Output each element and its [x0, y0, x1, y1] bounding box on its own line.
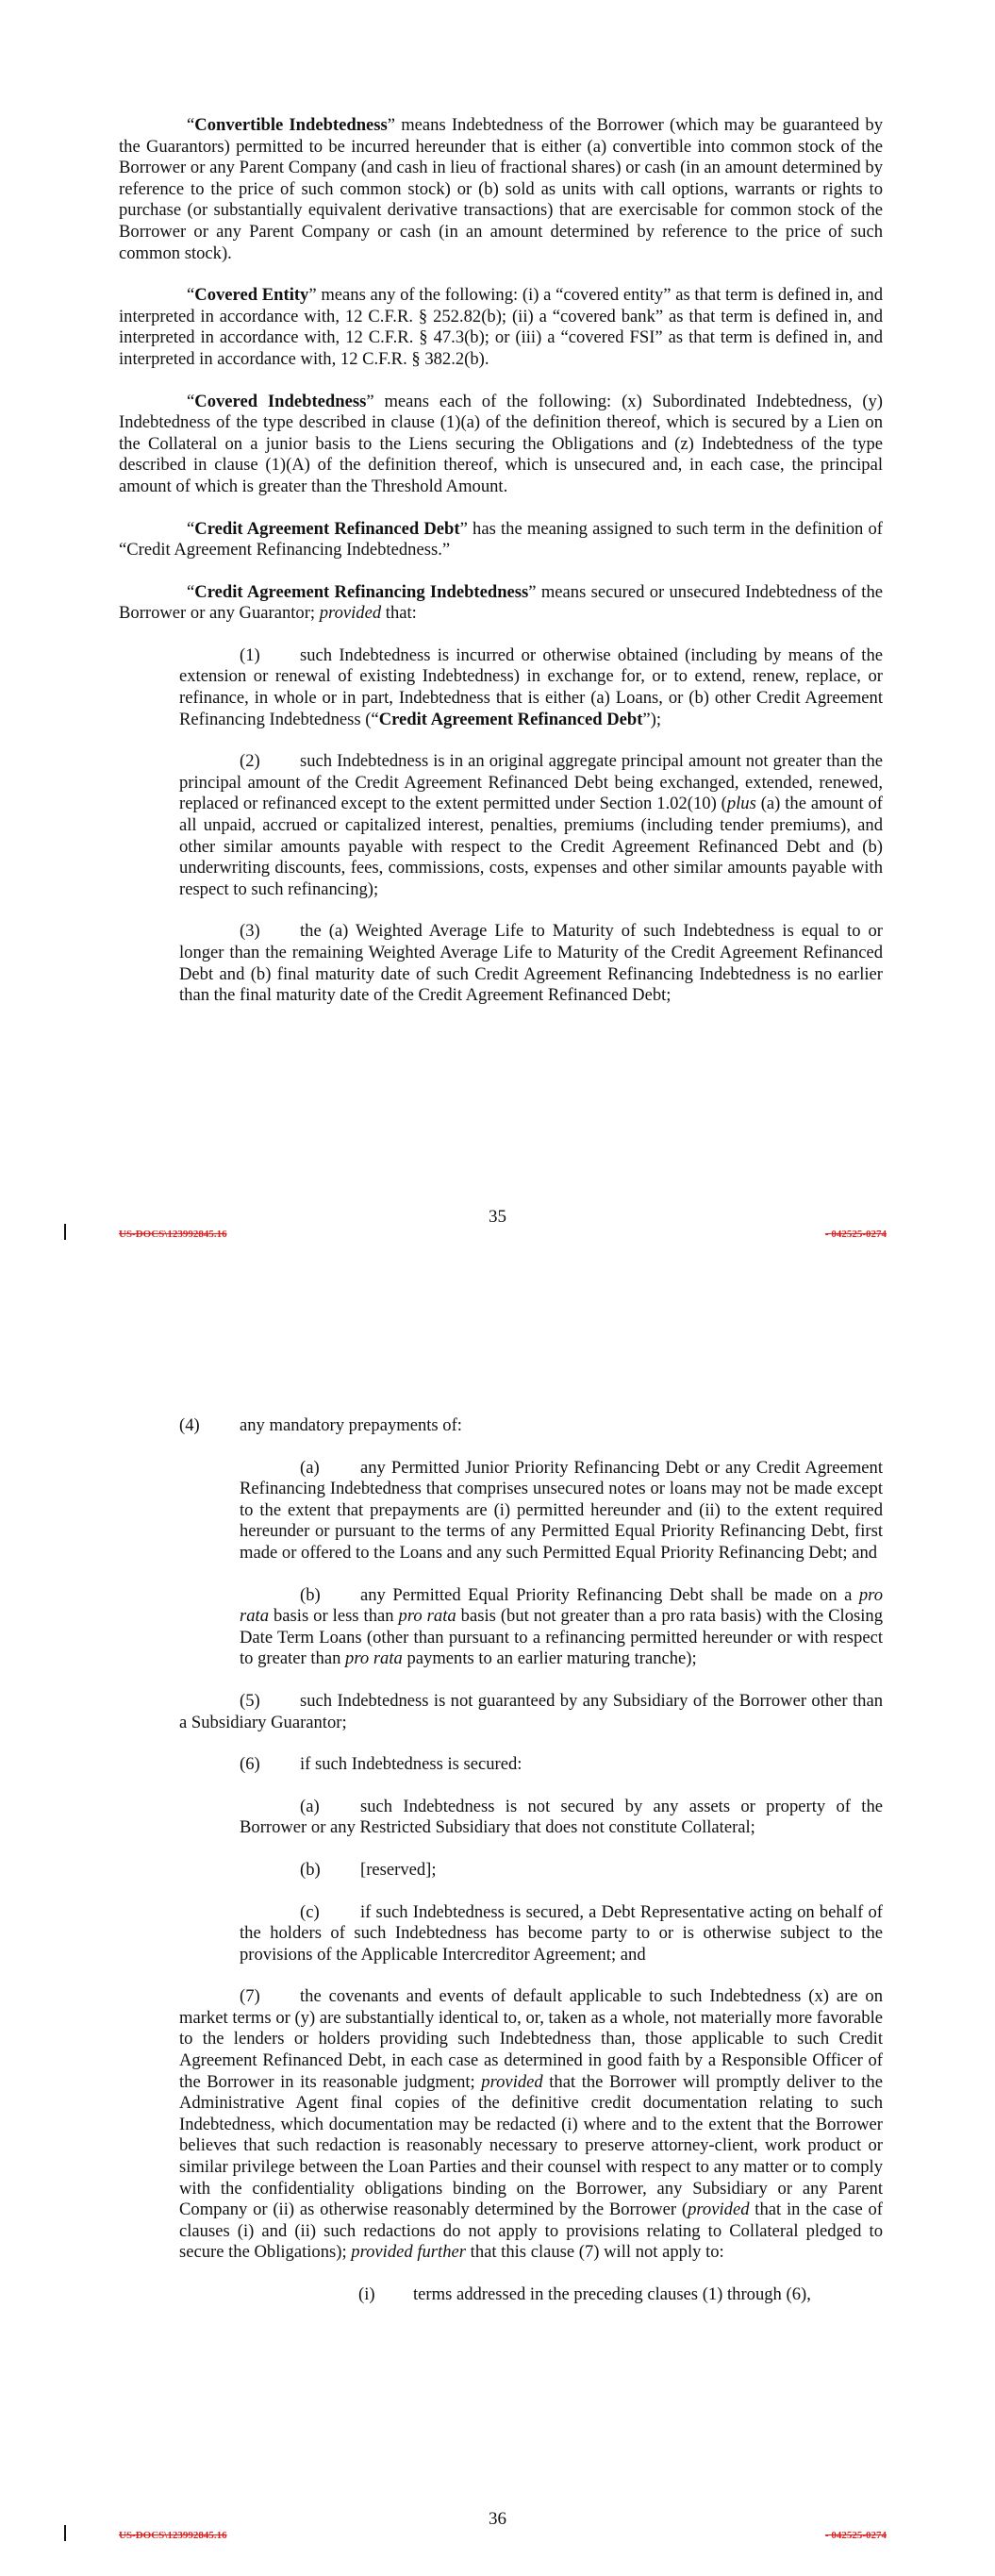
- clause-number: (4): [179, 1415, 200, 1435]
- defined-term: Covered Entity: [194, 285, 309, 306]
- defined-term: Credit Agreement Refinancing Indebtedness: [194, 581, 529, 602]
- page-body: [119, 1415, 883, 2327]
- clause-4b: (b) any Permitted Equal Priority Refinancing Debt shall be made on a pro rata basis or less than pro rata basis (but not greater than a pro rata basis) with the Closing Date Term Loans (other than pursuant to a refinancing permitted hereunder or with respect to greater than pro rata payments to an earlier maturing tranche);: [240, 1584, 884, 1669]
- clause-6a: (a) such Indebtedness is not secured by any assets or property of the Borrower or any Restricted Subsidiary that does not constitute Collateral;: [240, 1796, 883, 1838]
- page-number: 35: [489, 1207, 506, 1227]
- page-body: [119, 115, 883, 1028]
- clause-number: (2): [240, 751, 260, 772]
- definition-covered-entity: “Covered Entity” means any of the following: (i) a “covered entity” as that term is defined in, and interpreted in accordance with, 12 C.F.R. § 252.82(b); (ii) a “covered bank” as that term is defined in, and interpreted in accordance with, 12 C.F.R. § 47.3(b); or (iii) a “covered FSI” as that term is defined in, and interpreted in accordance with, 12 C.F.R. § 382.2(b).: [119, 285, 884, 369]
- clause-number: (3): [240, 921, 260, 942]
- clause-number: (7): [240, 1986, 260, 2007]
- clause-2: (2) such Indebtedness is in an original aggregate principal amount not greater than the principal amount of the Credit Agreement Refinanced Debt being exchanged, extended, renewed, replaced or refinanced except to the extent permitted under Section 1.02(10) (plus (a) the amount of all unpaid, accrued or capitalized interest, penalties, premiums (including tender premiums), and other similar amounts payable with respect to the Credit Agreement Refinanced Debt and (b) underwriting discounts, fees, commissions, costs, expenses and other similar amounts payable with respect to such refinancing);: [179, 751, 883, 899]
- clause-3: (3) the (a) Weighted Average Life to Maturity of such Indebtedness is equal to or longer than the remaining Weighted Average Life to Maturity of the Credit Agreement Refinanced Debt and (b) final maturity date of such Credit Agreement Refinancing Indebtedness is no earlier than the final maturity date of the Credit Agreement Refinanced Debt;: [179, 921, 883, 1006]
- definition-credit-agreement-refinancing-indebtedness: “Credit Agreement Refinancing Indebtedness” means secured or unsecured Indebtedness of the Borrower or any Guarantor; provided that:: [119, 581, 883, 624]
- clause-1: (1) such Indebtedness is incurred or otherwise obtained (including by means of the extension or renewal of existing Indebtedness) in exchange for, or to extend, renew, replace, or refinance, in whole or in part, Indebtedness that is either (a) Loans, or (b) other Credit Agreement Refinancing Indebtedness (“Credit Agreement Refinanced Debt”);: [179, 644, 883, 729]
- doc-number: - 042525-0274: [824, 1229, 887, 1240]
- clause-7-i: (i) terms addressed in the preceding clauses (1) through (6),: [358, 2284, 811, 2304]
- definition-covered-indebtedness: “Covered Indebtedness” means each of the following: (x) Subordinated Indebtedness, (y) Indebtedness of the type described in clause (1)(a) of the definition thereof, which is secured by a Lien on the Collateral on a junior basis to the Liens securing the Obligations and (z) Indebtedness of the type described in clause (1)(A) of the definition thereof, which is unsecured and, in each case, the principal amount of which is greater than the Threshold Amount.: [119, 391, 884, 496]
- clause-7: (7) the covenants and events of default applicable to such Indebtedness (x) are on market terms or (y) are substantially identical to, or, taken as a whole, not materially more favorable to the lenders or holders providing such Indebtedness than, those applicable to such Credit Agreement Refinanced Debt, in each case as determined in good faith by a Responsible Officer of the Borrower in its reasonable judgment; provided that the Borrower will promptly deliver to the Administrative Agent final copies of the definitive credit documentation relating to such Indebtedness, which documentation may be redacted (i) where and to the extent that the Borrower believes that such redaction is reasonably necessary to preserve attorney-client, work product or similar privilege between the Loan Parties and their counsel with respect to any matter or to comply with the confidentiality obligations binding on the Borrower, any Subsidiary or any Parent Company or (ii) as otherwise reasonably determined by the Borrower (provided that in the case of clauses (i) and (ii) such redactions do not apply to provisions relating to Collateral pledged to secure the Obligations); provided further that this clause (7) will not apply to:: [179, 1986, 883, 2263]
- change-bar: [64, 2525, 66, 2541]
- clause-4a: (a) any Permitted Junior Priority Refinancing Debt or any Credit Agreement Refinancing Indebtedness that comprises unsecured notes or loans may not be made except to the extent that prepayments are (i) permitted hereunder and (ii) to the extent required hereunder or pursuant to the terms of any Permitted Equal Priority Refinancing Debt, first made or offered to the Loans and any such Permitted Equal Priority Refinancing Debt; and: [240, 1457, 883, 1563]
- clause-6b: (b) [reserved];: [300, 1859, 437, 1880]
- defined-term: Credit Agreement Refinanced Debt: [194, 518, 460, 539]
- clause-6c: (c) if such Indebtedness is secured, a Debt Representative acting on behalf of the holders of such Indebtedness has become party to or is otherwise subject to the provisions of the Applicable Intercreditor Agreement; and: [240, 1901, 883, 1965]
- defined-term: Covered Indebtedness: [194, 391, 367, 411]
- clause-number: (i): [358, 2284, 375, 2304]
- clause-number: (b): [300, 1584, 321, 1605]
- change-bar: [64, 1224, 66, 1240]
- clause-4: (4) any mandatory prepayments of:: [179, 1415, 462, 1435]
- definition-convertible-indebtedness: “Convertible Indebtedness” means Indebtedness of the Borrower (which may be guaranteed by the Guarantors) permitted to be incurred hereunder that is either (a) convertible into common stock of the Borrower or any Parent Company (and cash in lieu of fractional shares) or cash (in an amount determined by reference to the price of such common stock) or (b) sold as units with call options, warrants or rights to purchase (or substantially equivalent derivative transactions) that are exercisable for common stock of the Borrower or any Parent Company or cash (in an amount determined by reference to the price of such common stock).: [119, 115, 883, 263]
- doc-number: - 042525-0274: [824, 2530, 887, 2541]
- page-36: [0, 1288, 995, 2576]
- clause-number: (b): [300, 1859, 321, 1880]
- defined-term: Convertible Indebtedness: [194, 115, 388, 135]
- clause-number: (a): [300, 1796, 320, 1816]
- clause-5: (5) such Indebtedness is not guaranteed by any Subsidiary of the Borrower other than a Subsidiary Guarantor;: [179, 1690, 883, 1732]
- defined-term: Credit Agreement Refinanced Debt: [378, 709, 643, 729]
- doc-id: US-DOCS\123992845.16: [119, 1229, 227, 1240]
- clause-number: (a): [300, 1457, 320, 1478]
- doc-id: US-DOCS\123992845.16: [119, 2530, 227, 2541]
- clause-number: (c): [300, 1901, 320, 1922]
- definition-credit-agreement-refinanced-debt: “Credit Agreement Refinanced Debt” has the meaning assigned to such term in the definition of “Credit Agreement Refinancing Indebtedness.”: [119, 518, 884, 560]
- clause-number: (6): [240, 1754, 260, 1775]
- page-number: 36: [489, 2509, 506, 2529]
- clause-6: (6) if such Indebtedness is secured:: [240, 1754, 522, 1775]
- clause-number: (5): [240, 1690, 260, 1711]
- clause-number: (1): [240, 644, 260, 665]
